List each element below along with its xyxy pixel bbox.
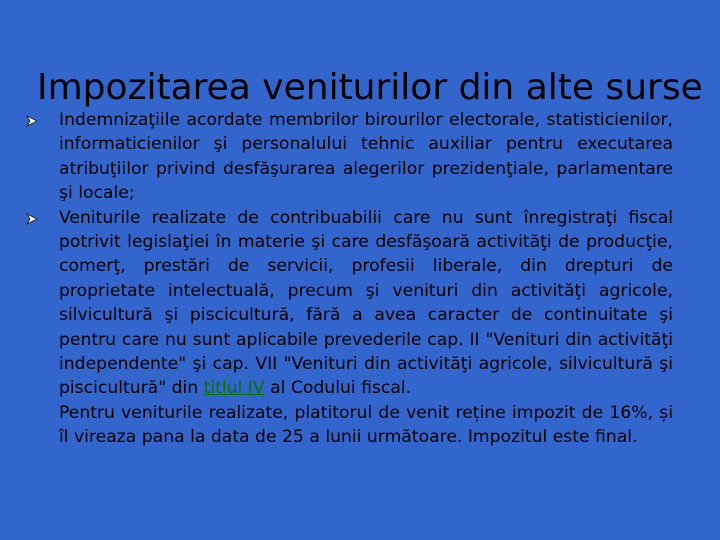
bullet-item-venituri [59,206,673,401]
titlul-iv-link[interactable]: titlul IV [203,378,265,399]
slide-title: Impozitarea veniturilor din alte surse [37,67,703,108]
bullet-item-indemnizatii [59,108,673,206]
slide-content [59,108,673,450]
bullet-text: Indemnizaţiile acordate membrilor birourilor electorale, statisticienilor, informaticienilor şi personalului tehnic auxiliar pentru executarea atribuţiilor privind desfăşurarea alegerilor prezidenţiale, parlamentare şi locale; [59,110,673,204]
bullet-text-after-link: al Codului fiscal. [264,378,412,399]
bullet-text-before-link: Veniturile realizate de contribuabilii care nu sunt înregistraţi fiscal potrivit legislaţiei în materie şi care desfăşoară activităţi de producţie, comerţ, prestări de servicii, profesii liberale, din drepturi de proprietate intelectuală, precum şi venituri din activităţi agricole, silvicultură şi piscicultură, fără a avea caracter de continuitate şi pentru care nu sunt aplicabile prevederile cap. II "Venituri din activităţi independente" şi cap. VII "Venituri din activităţi agricole, silvicultură şi piscicultură" din [59,207,673,399]
closing-paragraph: Pentru veniturile realizate, platitorul de venit reține impozit de 16%, și îl vireaza pana la data de 25 a lunii următoare. Impozitul este final. [59,402,673,448]
arrowhead-bullet-icon [26,213,38,225]
arrowhead-bullet-icon [26,115,38,127]
